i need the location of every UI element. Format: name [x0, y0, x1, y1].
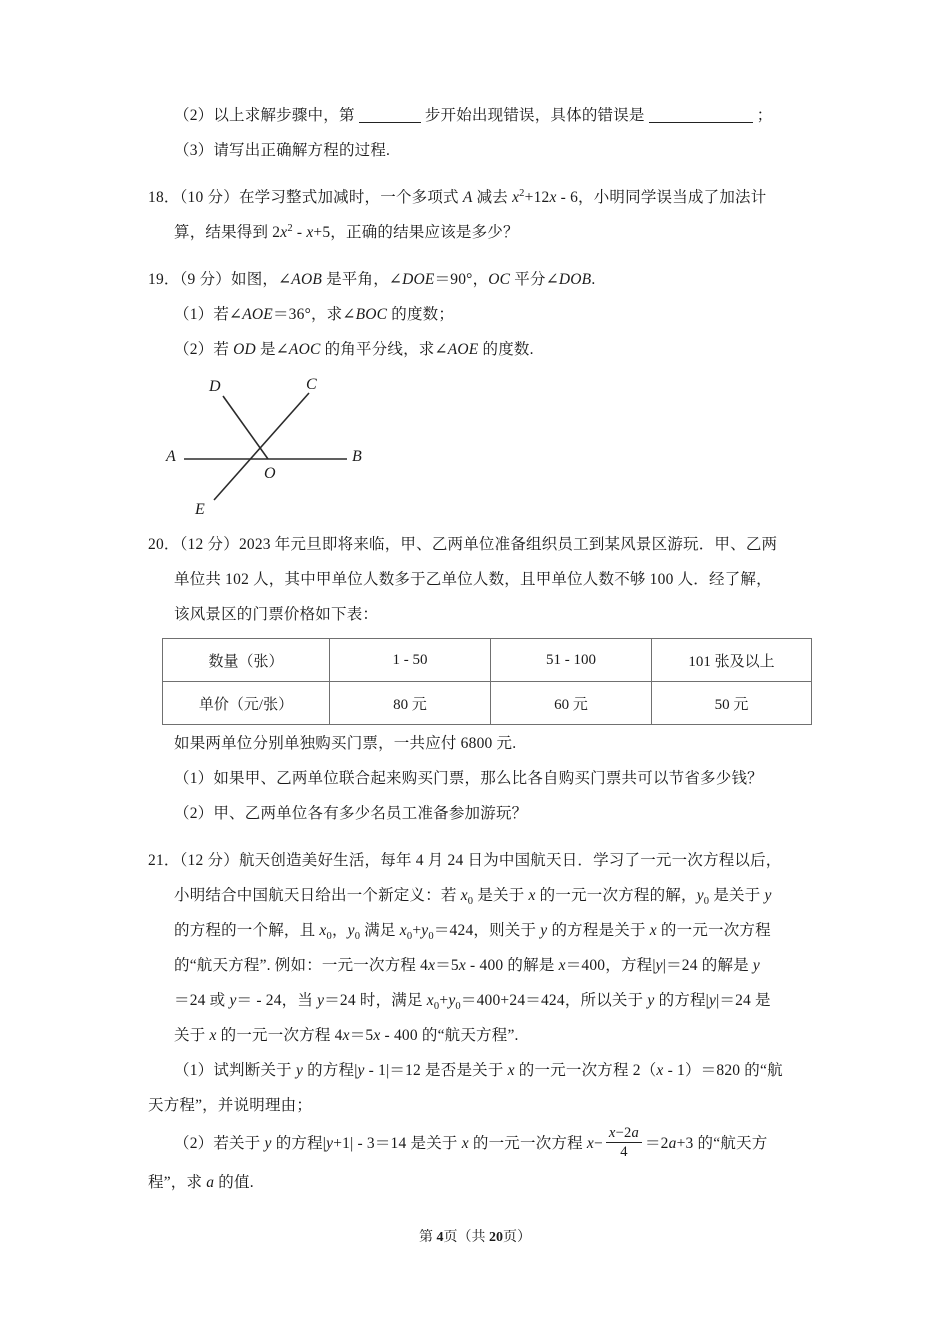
table-cell-price-1: 80 元 [330, 682, 491, 725]
q21-p2-tail-a: 程”，求 [148, 1174, 207, 1191]
q19-part2-d: 的度数. [478, 341, 534, 358]
q21-l5-y0: y [448, 992, 456, 1009]
q18-line2 [148, 215, 820, 250]
q18-line2-a: 算，结果得到 2 [174, 224, 281, 241]
q17-blank-error[interactable] [649, 108, 753, 123]
q21-l6b: 的一元一次方程 4 [216, 1027, 343, 1044]
footer-suffix: 页） [503, 1230, 531, 1245]
q21-p2a: （2）若关于 [174, 1135, 265, 1152]
q21-line3 [148, 913, 820, 948]
q21-p1d: 的一元一次方程 2（ [514, 1062, 657, 1079]
q21-l6-x: x [209, 1027, 217, 1044]
q20-part2: （2）甲、乙两单位各有多少名员工准备参加游玩？ [174, 805, 528, 822]
q17-part2-text-b: 步开始出现错误，具体的错误是 [424, 107, 645, 124]
q21-p2-y: y [264, 1135, 272, 1152]
q21-l3-y2: y [540, 922, 548, 939]
q21-l5-y0-sub: 0 [455, 1001, 461, 1013]
q21-score: （12 分） [179, 852, 239, 869]
q21-p2-x2: x [586, 1135, 594, 1152]
q17-part2 [148, 98, 820, 133]
frac-num-a: a [631, 1124, 639, 1141]
table-cell-price-header: 单价（元/张） [163, 682, 330, 725]
q21-p2b: 的方程| [271, 1135, 327, 1152]
q18-expr-rest: +12 [524, 189, 550, 206]
q19-score: （9 分） [179, 271, 231, 288]
q21-l2d: 是关于 [709, 887, 765, 904]
q21-p1e: - 1）＝820 的“航 [663, 1062, 783, 1079]
q20-text-1: 2023 年元旦即将来临，甲、乙两单位准备组织员工到某风景区游玩．甲、乙两 [238, 536, 778, 553]
figure-label-A: A [166, 448, 176, 465]
ray-CE [214, 393, 309, 500]
q19-part1-a: （1）若∠ [174, 306, 243, 323]
q17-part3: （3）请写出正确解方程的过程. [174, 142, 391, 159]
q21-p2d: 的一元一次方程 [468, 1135, 587, 1152]
q20-number: 20． [148, 536, 180, 553]
q18-text-a: 在学习整式加减时，一个多项式 [238, 189, 463, 206]
q21-l5a: ＝24 或 [174, 992, 230, 1009]
frac-num-x: x [608, 1124, 616, 1141]
q21-l2a: 小明结合中国航天日给出一个新定义：若 [174, 887, 461, 904]
page-footer [0, 1226, 950, 1246]
q20-after-table: 如果两单位分别单独购买门票，一共应付 6800 元. [174, 735, 517, 752]
q21-l2-y0-sub: 0 [703, 896, 710, 908]
q18-number: 18． [148, 189, 180, 206]
frac-num-rest: −2 [615, 1124, 632, 1141]
q21-l5d: ＝400+24＝424，所以关于 [460, 992, 648, 1009]
q21-l3-eqy: y [421, 922, 429, 939]
q21-p2-a2: a [668, 1135, 677, 1152]
q21-p2f: +3 的“航天方 [676, 1135, 768, 1152]
q21-line1 [148, 843, 820, 878]
q21-l4-x2: x [458, 957, 466, 974]
q19-part1-c: 的度数； [387, 306, 455, 323]
q21-l3d: ＝424，则关于 [433, 922, 541, 939]
q19-angle-aob: AOB [291, 271, 323, 288]
ticket-price-table [162, 638, 812, 725]
q17-part2-text-a: （2）以上求解步骤中，第 [174, 107, 355, 124]
q19-ray-oc: OC [488, 271, 511, 288]
q21-l5-y4: y [708, 992, 717, 1009]
q21-line2 [148, 878, 820, 913]
q21-part1-line2: 天方程”，并说明理由； [148, 1097, 313, 1114]
q21-number: 21． [148, 852, 180, 869]
q21-l4-y: y [655, 957, 663, 974]
fraction-numerator [606, 1125, 642, 1143]
q21-l2-x0-sub: 0 [467, 896, 474, 908]
q20-line3: 该风景区的门票价格如下表： [174, 606, 379, 623]
q21-l3b: ， [331, 922, 348, 939]
q19-text-c: ＝90°， [434, 271, 489, 288]
q21-l2-x0: x [460, 887, 468, 904]
page-content [148, 98, 820, 1200]
q18-line1 [148, 180, 820, 215]
q21-p1c: - 1|＝12 是否是关于 [364, 1062, 508, 1079]
q19-angle-doe: DOE [402, 271, 435, 288]
q18-expr-exp: 2 [519, 187, 525, 199]
q21-l3-plus: + [412, 922, 422, 939]
q18-line2-b: - [292, 224, 307, 241]
q21-l5f: |＝24 是 [716, 992, 771, 1009]
q21-l4d: ＝400，方程| [565, 957, 656, 974]
table-cell-price-2: 60 元 [491, 682, 652, 725]
q19-line1 [148, 262, 820, 297]
table-cell-range-1: 1 - 50 [330, 639, 491, 682]
q21-p1a: （1）试判断关于 [174, 1062, 296, 1079]
q21-l3a: 的方程的一个解，且 [174, 922, 320, 939]
q19-part1 [148, 297, 820, 332]
q19-part1-boc: BOC [355, 306, 388, 323]
q21-l3f: 的一元一次方程 [656, 922, 771, 939]
q19-part1-aoe: AOE [242, 306, 273, 323]
geometry-svg [162, 376, 462, 526]
q18-expr-x2: x [549, 189, 557, 206]
q21-l4-y2: y [752, 957, 761, 974]
q19-text-d: 平分∠ [510, 271, 559, 288]
q21-l2c: 的一元一次方程的解， [535, 887, 697, 904]
q19-part2-od: OD [233, 341, 256, 358]
q18-var-A: A [462, 189, 473, 206]
q18-line2-x2: x [306, 224, 314, 241]
q21-l5b: ＝ - 24，当 [236, 992, 318, 1009]
q21-l4-x: x [428, 957, 436, 974]
q21-l3-x0: x [319, 922, 327, 939]
q21-l3-y0-sub: 0 [354, 931, 361, 943]
q21-text-1: 航天创造美好生活，每年 4 月 24 日为中国航天日．学习了一元一次方程以后， [238, 852, 782, 869]
q21-p2-tail-b: 的值. [214, 1174, 254, 1191]
footer-total-pages: 20 [489, 1230, 503, 1245]
q21-l3-y0: y [347, 922, 355, 939]
q21-l3-x0-sub: 0 [326, 931, 332, 943]
fraction-denominator: 4 [620, 1144, 628, 1160]
q21-l2b: 是关于 [473, 887, 529, 904]
q21-p2e: ＝2 [644, 1135, 669, 1152]
q21-l4a: 的“航天方程”. 例如：一元一次方程 4 [174, 957, 429, 974]
q21-l6c: ＝5 [349, 1027, 374, 1044]
q21-p1-y2: y [357, 1062, 365, 1079]
q21-p1-x2: x [656, 1062, 664, 1079]
q19-part2-aoc: AOC [288, 341, 321, 358]
footer-prefix: 第 [419, 1230, 437, 1245]
q21-p2-x: x [461, 1135, 469, 1152]
q18-expr-x: x [512, 189, 520, 206]
q21-line4 [148, 948, 820, 983]
q21-l5-x0-sub: 0 [433, 1001, 440, 1013]
q19-part2-a: （2）若 [174, 341, 234, 358]
q20-score: （12 分） [179, 536, 239, 553]
q18-text-b: 减去 [472, 189, 513, 206]
q21-p1-x: x [507, 1062, 515, 1079]
q21-line5 [148, 983, 820, 1018]
q19-text-b: 是平角，∠ [322, 271, 403, 288]
q21-l5e: 的方程| [654, 992, 709, 1009]
q18-expr-tail: - 6，小明同学误当成了加法计 [556, 189, 767, 206]
q21-p2-y2: y [326, 1135, 334, 1152]
figure-label-C: C [306, 376, 317, 393]
q21-l4e: |＝24 的解是 [662, 957, 753, 974]
q21-part1-line1 [148, 1053, 820, 1088]
q21-l5-y2: y [317, 992, 325, 1009]
q19-number: 19． [148, 271, 180, 288]
q21-l3-eqx: x [399, 922, 407, 939]
q21-l4c: - 400 的解是 [465, 957, 559, 974]
q20-part1: （1）如果甲、乙两单位联合起来购买门票，那么比各自购买门票共可以节省多少钱？ [174, 770, 763, 787]
q21-part2-line2 [148, 1165, 820, 1200]
q19-text-e: . [591, 271, 596, 288]
q21-l6a: 关于 [174, 1027, 210, 1044]
figure-label-B: B [352, 448, 362, 465]
q21-p2c: +1| - 3＝14 是关于 [333, 1135, 462, 1152]
footer-page-number: 4 [436, 1230, 444, 1245]
q19-part2-c: 的角平分线，求∠ [320, 341, 448, 358]
q19-geometry-figure [162, 376, 462, 526]
q21-l5-plus: + [439, 992, 449, 1009]
q18-score: （10 分） [179, 189, 239, 206]
q19-angle-dob: DOB [558, 271, 592, 288]
q21-l6-x2: x [342, 1027, 350, 1044]
table-row [163, 682, 812, 725]
q21-l5c: ＝24 时，满足 [324, 992, 427, 1009]
q19-part2-b: 是∠ [255, 341, 289, 358]
q21-part2-line1 [148, 1123, 820, 1165]
table-row [163, 639, 812, 682]
ray-OD [223, 396, 268, 459]
q18-line2-exp: 2 [287, 222, 293, 234]
q21-l3-eqy-sub: 0 [428, 931, 434, 943]
figure-label-E: E [195, 501, 205, 518]
q20-line1 [148, 527, 820, 562]
q21-l2-x: x [528, 887, 536, 904]
q21-l4b: ＝5 [435, 957, 459, 974]
q21-fraction [606, 1125, 642, 1161]
q21-l4-x3: x [558, 957, 566, 974]
table-cell-range-3: 101 张及以上 [652, 639, 812, 682]
q21-l5-y3: y [647, 992, 655, 1009]
q18-line2-x: x [280, 224, 288, 241]
q17-blank-step[interactable] [359, 108, 421, 123]
q21-l2-y0: y [696, 887, 704, 904]
q21-l6-x3: x [373, 1027, 381, 1044]
q21-p2-minus: − [593, 1135, 603, 1152]
q18-line2-c: +5，正确的结果应该是多少？ [313, 224, 519, 241]
q21-p1b: 的方程| [303, 1062, 358, 1079]
footer-middle: 页（共 [443, 1230, 489, 1245]
table-cell-quantity-header: 数量（张） [163, 639, 330, 682]
q21-l2-y: y [764, 887, 772, 904]
q21-l5-x0: x [426, 992, 434, 1009]
q21-l6d: - 400 的“航天方程”. [380, 1027, 519, 1044]
q21-l3-eqx-sub: 0 [406, 931, 413, 943]
q21-p2-tail-var: a [206, 1174, 215, 1191]
q21-l3e: 的方程是关于 [547, 922, 650, 939]
q21-p1-y: y [295, 1062, 304, 1079]
q21-l3-x2: x [649, 922, 657, 939]
q21-line6 [148, 1018, 820, 1053]
q21-l3c: 满足 [360, 922, 400, 939]
q20-line2: 单位共 102 人，其中甲单位人数多于乙单位人数，且甲单位人数不够 100 人．经了解， [174, 571, 772, 588]
q19-part1-b: ＝36°，求∠ [272, 306, 356, 323]
q19-part2 [148, 332, 820, 367]
q19-text-a: 如图，∠ [231, 271, 292, 288]
q19-part2-aoe: AOE [447, 341, 479, 358]
figure-label-O: O [264, 465, 276, 482]
q17-part2-text-c: ； [756, 107, 773, 124]
q21-l5-y: y [229, 992, 237, 1009]
table-cell-price-3: 50 元 [652, 682, 812, 725]
table-cell-range-2: 51 - 100 [491, 639, 652, 682]
figure-label-D: D [209, 378, 221, 395]
